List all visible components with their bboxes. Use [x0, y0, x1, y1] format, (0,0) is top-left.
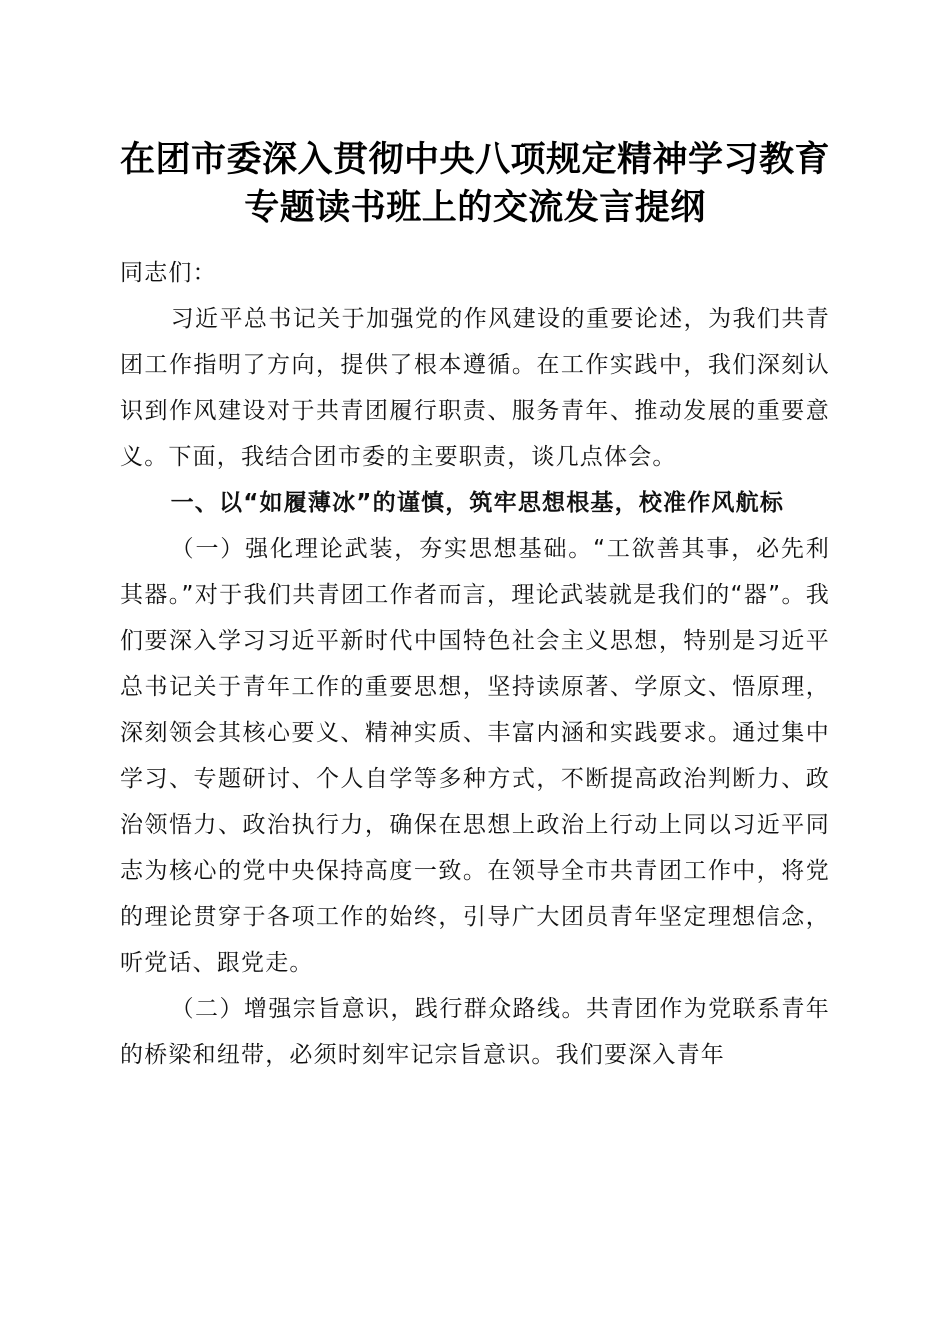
title-line-2: 专题读书班上的交流发言提纲 [244, 187, 706, 228]
document-title [80, 136, 870, 232]
greeting: 同志们： [120, 260, 217, 286]
section-1-item-2: （二）增强宗旨意识，践行群众路线。共青团作为党联系青年的桥梁和纽带，必须时刻牢记宗旨意识。我们要深入青年 [120, 996, 830, 1068]
title-line-1: 在团市委深入贯彻中央八项规定精神学习教育 [119, 139, 830, 180]
intro-paragraph: 习近平总书记关于加强党的作风建设的重要论述，为我们共青团工作指明了方向，提供了根本遵循。在工作实践中，我们深刻认识到作风建设对于共青团履行职责、服务青年、推动发展的重要意义。下面，我结合团市委的主要职责，谈几点体会。 [120, 306, 830, 470]
document-body [120, 250, 830, 1078]
section-1-heading: 一、以“如履薄冰”的谨慎，筑牢思想根基，校准作风航标 [170, 490, 785, 516]
section-1-item-1: （一）强化理论武装，夯实思想基础。“工欲善其事，必先利其器。”对于我们共青团工作者而言，理论武装就是我们的“器”。我们要深入学习习近平新时代中国特色社会主义思想，特别是习近平总书记关于青年工作的重要思想，坚持读原著、学原文、悟原理，深刻领会其核心要义、精神实质、丰富内涵和实践要求。通过集中学习、专题研讨、个人自学等多种方式，不断提高政治判断力、政治领悟力、政治执行力，确保在思想上政治上行动上同以习近平同志为核心的党中央保持高度一致。在领导全市共青团工作中，将党的理论贯穿于各项工作的始终，引导广大团员青年坚定理想信念，听党话、跟党走。 [120, 536, 830, 976]
